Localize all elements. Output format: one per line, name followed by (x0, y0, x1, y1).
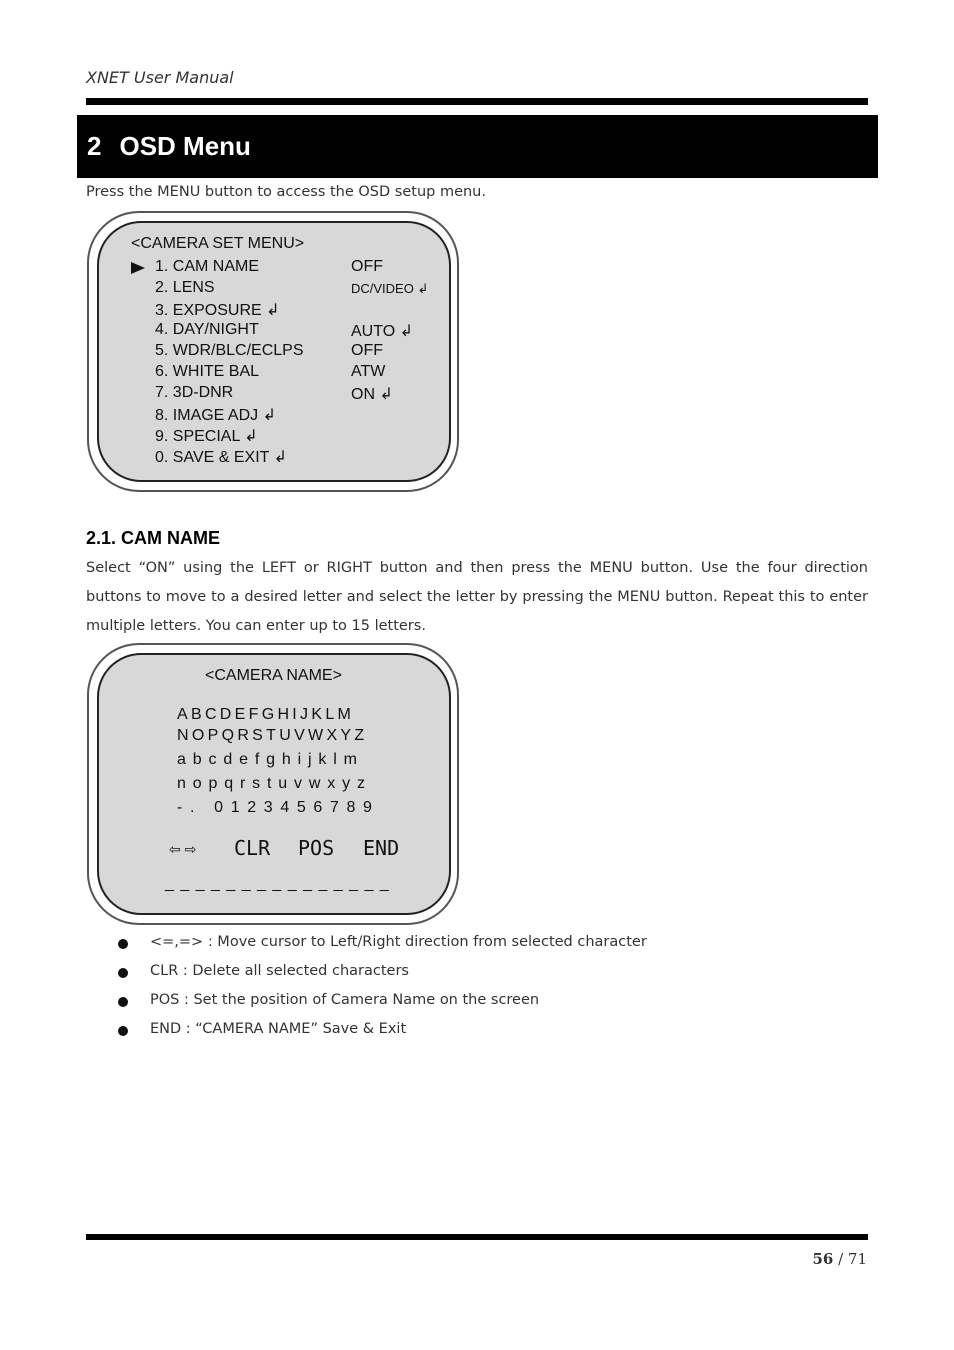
menu-item-wdr (99, 342, 439, 362)
char-row-uppercase-1: ABCDEFGHIJKLM (177, 706, 355, 723)
section-body: Select “ON” using the LEFT or RIGHT button and then press the MENU button. Use the four direction buttons to move to a desired letter and select the letter by pressing the MENU button. Repeat this to enter multiple letters. You can enter up to 15 letters. (86, 560, 868, 634)
menu-item-lens (99, 279, 439, 299)
menu-item-value: OFF (351, 258, 383, 275)
menu-item-label: 2. LENS (155, 279, 215, 296)
menu-item-label: 6. WHITE BAL (155, 363, 260, 380)
intro-text: Press the MENU button to access the OSD setup menu. (86, 184, 486, 200)
chapter-title-text: OSD Menu (119, 131, 251, 161)
menu-item-label: 1. CAM NAME (155, 258, 260, 275)
bullet-icon (118, 939, 128, 949)
menu-item-value: AUTO ↲ (351, 323, 414, 340)
chapter-number: 2 (87, 131, 102, 161)
camera-name-menu-title: <CAMERA NAME> (205, 667, 342, 684)
char-row-uppercase-2: NOPQRSTUVWXYZ (177, 727, 368, 744)
page-current: 56 (812, 1250, 834, 1268)
bullet-text: <=,=> : Move cursor to Left/Right direction from selected character (150, 934, 647, 950)
end-control: END (363, 836, 400, 860)
menu-item-special (99, 426, 439, 446)
running-header: XNET User Manual (86, 68, 234, 87)
menu-item-3d-dnr (99, 384, 439, 404)
menu-item-exposure (99, 300, 439, 320)
section-heading: 2.1. CAM NAME (86, 528, 221, 548)
camera-name-menu-screen (97, 653, 451, 915)
menu-item-value: ON ↲ (351, 386, 393, 403)
menu-item-label: 7. 3D-DNR (155, 384, 234, 401)
menu-item-label: 3. EXPOSURE ↲ (155, 302, 280, 319)
header-rule (86, 98, 868, 105)
page-number (812, 1250, 867, 1268)
cursor-arrows-icon: ⇦ ⇨ (169, 841, 197, 857)
name-slots: _ _ _ _ _ _ _ _ _ _ _ _ _ _ _ (165, 875, 390, 892)
char-row-lowercase-1: a b c d e f g h i j k l m (177, 751, 359, 768)
menu-item-label: 9. SPECIAL ↲ (155, 428, 258, 445)
menu-item-cam-name (99, 258, 439, 278)
pos-control: POS (298, 836, 335, 860)
menu-item-save-exit (99, 447, 439, 467)
menu-item-white-bal (99, 363, 439, 383)
pointer-arrow-icon (131, 262, 145, 274)
footer-rule (86, 1234, 868, 1240)
camera-set-menu-screen (97, 221, 451, 482)
bullet-text: POS : Set the position of Camera Name on the screen (150, 992, 540, 1008)
camera-set-menu-title: <CAMERA SET MENU> (131, 235, 305, 252)
page-total: 71 (847, 1250, 867, 1268)
menu-item-day-night (99, 321, 439, 341)
bullet-text: END : “CAMERA NAME” Save & Exit (150, 1021, 407, 1037)
bullet-icon (118, 997, 128, 1007)
chapter-title (87, 131, 251, 162)
menu-item-label: 8. IMAGE ADJ ↲ (155, 407, 276, 424)
menu-item-label: 0. SAVE & EXIT ↲ (155, 449, 287, 466)
page-separator: / (833, 1250, 848, 1268)
char-row-symbols-digits: - . 0 1 2 3 4 5 6 7 8 9 (177, 799, 374, 816)
bullet-icon (118, 968, 128, 978)
menu-item-value: DC/VIDEO ↲ (351, 281, 429, 296)
bullet-icon (118, 1026, 128, 1036)
bullet-text: CLR : Delete all selected characters (150, 963, 409, 979)
menu-item-image-adj (99, 405, 439, 425)
clr-control: CLR (234, 836, 271, 860)
chapter-bar (77, 115, 878, 178)
menu-item-label: 5. WDR/BLC/ECLPS (155, 342, 304, 359)
menu-item-label: 4. DAY/NIGHT (155, 321, 259, 338)
menu-item-value: ATW (351, 363, 386, 380)
char-row-lowercase-2: n o p q r s t u v w x y z (177, 775, 367, 792)
menu-item-value: OFF (351, 342, 383, 359)
